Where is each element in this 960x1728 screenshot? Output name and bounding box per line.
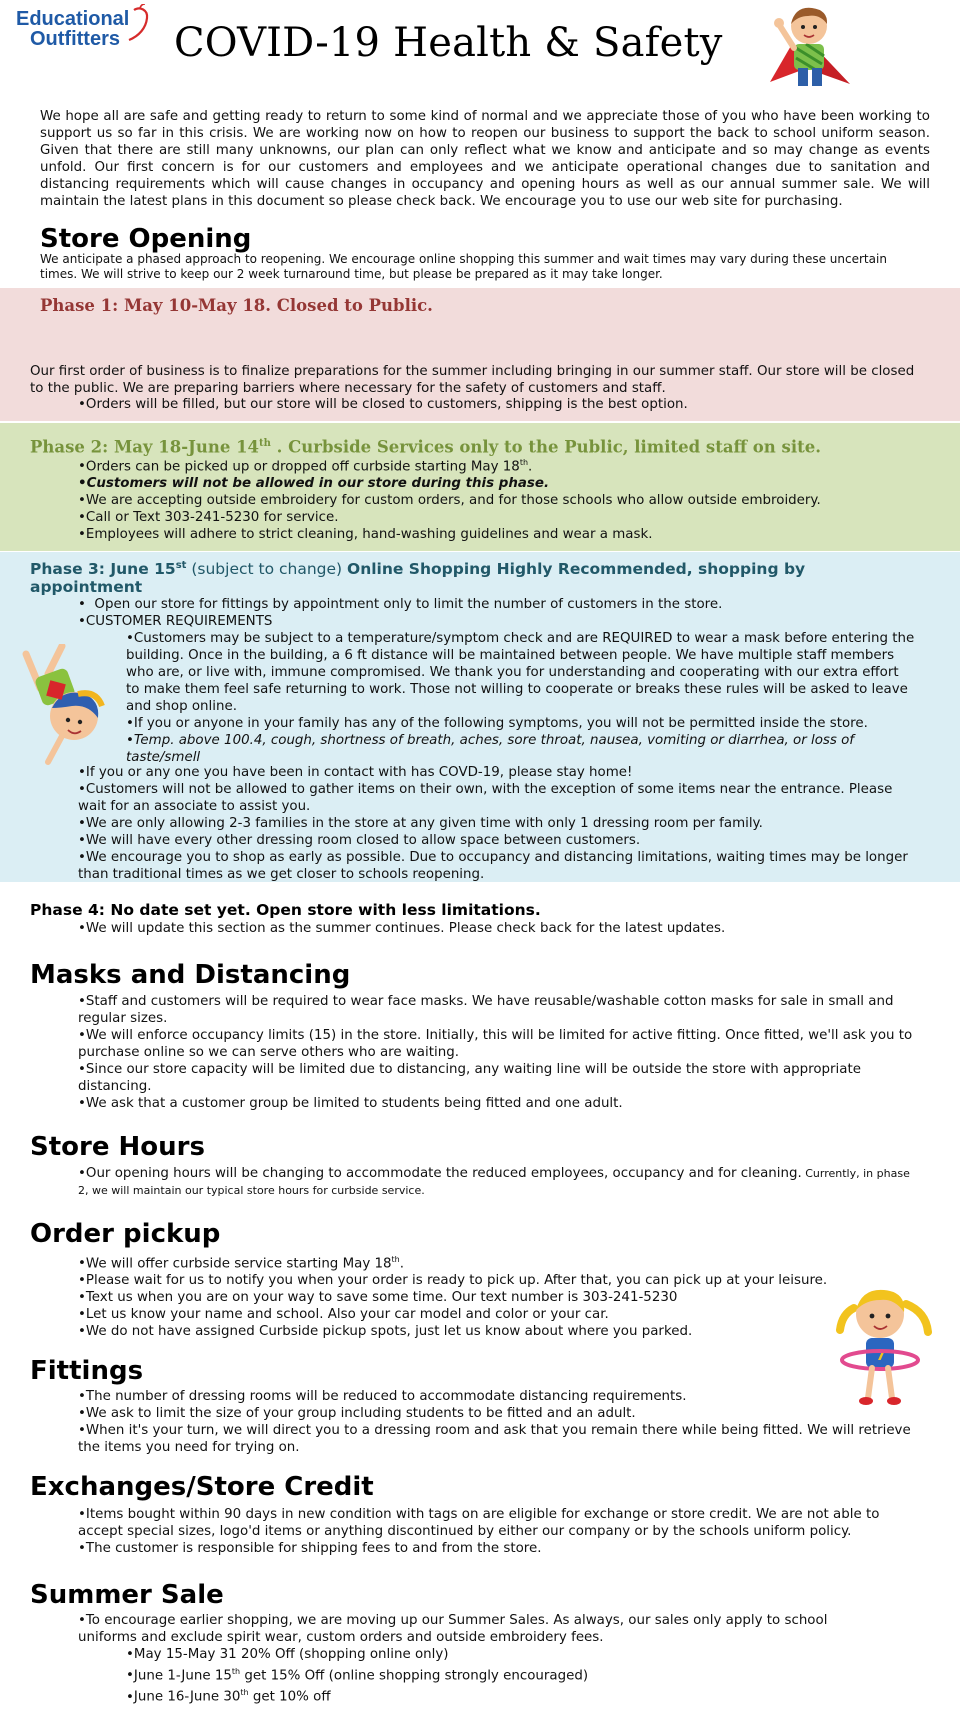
exchanges-bullets [78,1506,916,1557]
phase3-bullet-7: • We encourage you to shop as early as possible. Due to occupancy and distancing limitations, waiting times may be longer than traditional times as we get closer to schools reopening. [78,849,913,883]
pickup-bullet-2: • Please wait for us to notify you when your order is ready to pick up. After that, you can pick up at your leisure. [78,1272,878,1289]
phase3-bullet-6: • We will have every other dressing room closed to allow space between customers. [78,832,913,849]
exchanges-heading: Exchanges/Store Credit [30,1472,374,1502]
fittings-bullet-3: • When it's your turn, we will direct you to a dressing room and ask that you remain there while being fitted. We will retrieve the items you need for trying on. [78,1422,916,1456]
svg-text:7: 7 [876,1348,886,1364]
hours-bullets [78,1165,916,1199]
phase2-bullets [78,454,928,543]
phase3-bullet-4: • Customers will not be allowed to gather items on their own, with the exception of some items near the entrance. Please wait for an associate to assist you. [78,781,913,815]
phase1-text: Our first order of business is to finalize preparations for the summer including bringing in our summer staff. Our store will be closed to the public. We are preparing barriers where necessary for the safety of customers and staff. [30,364,915,396]
phase3-bullet-5: • We are only allowing 2-3 families in the store at any given time with only 1 dressing room per family. [78,815,913,832]
phase3-bullets-top [78,596,928,630]
phase2-bullet-3: • We are accepting outside embroidery for custom orders, and for those schools who allow outside embroidery. [78,492,928,509]
sale-bullets [78,1612,888,1646]
pickup-bullet-1: • We will offer curbside service starting May 18th. [78,1251,878,1272]
phase3-sub-bullet-3: • Temp. above 100.4, cough, shortness of breath, aches, sore throat, nausea, vomiting or diarrhea, or loss of taste/smell [126,732,916,766]
phase2-bullet-1: • Orders can be picked up or dropped off curbside starting May 18th. [78,454,928,475]
phase2-bullet-5: • Employees will adhere to strict cleaning, hand-washing guidelines and wear a mask. [78,526,928,543]
sale-sub-bullets [126,1646,886,1706]
fittings-heading: Fittings [30,1356,144,1386]
hours-bullet-1: • Our opening hours will be changing to accommodate the reduced employees, occupancy and for cleaning. Currently, in phase 2, we will maintain our typical store hours for curbside service. [78,1165,916,1199]
masks-bullet-4: • We ask that a customer group be limited to students being fitted and one adult. [78,1095,916,1112]
pickup-heading: Order pickup [30,1219,221,1249]
phase3-bullets-bottom [78,764,913,883]
phase4-bullet-1: • We will update this section as the summer continues. Please check back for the latest updates. [78,920,918,937]
phase2-title: Phase 2: May 18-June 14th . Curbside Services only to the Public, limited staff on site. [30,437,821,457]
phase3-sub-bullets [126,630,916,766]
logo-line1: Educational [16,8,130,30]
sale-bullet-1: • To encourage earlier shopping, we are moving up our Summer Sales. As always, our sales only apply to school uniforms and exclude spirit wear, custom orders and outside embroidery fees. [78,1612,888,1646]
phase2-bullet-4: • Call or Text 303-241-5230 for service. [78,509,928,526]
phase2-bullet-2: • Customers will not be allowed in our store during this phase. [78,475,928,492]
logo-line2: Outfitters [30,28,120,50]
cartwheel-kid-illustration [18,644,114,768]
educational-outfitters-logo[interactable] [16,4,151,50]
phase3-sub-bullet-1: • Customers may be subject to a temperature/symptom check and are REQUIRED to wear a mask before entering the building. Once in the building, a 6 ft distance will be maintained between people. We have multiple staff members who are, or live with, immune compromised. We thank you for understanding and cooperating with our extra effort to make them feel safe returning to work. Those not willing to cooperate or breaks these rules will be asked to leave and shop online. [126,630,916,715]
superhero-kid-illustration [762,4,862,96]
fittings-bullets [78,1388,916,1456]
phase3-bullet-3: • If you or any one you have been in contact with has COVD-19, please stay home! [78,764,913,781]
phase3-bullet-2: • CUSTOMER REQUIREMENTS [78,613,928,630]
pickup-bullet-4: • Let us know your name and school. Also your car model and color or your car. [78,1306,878,1323]
sale-sub-bullet-2: • June 1-June 15th get 15% Off (online shopping strongly encouraged) [126,1663,886,1684]
store-opening-text: We anticipate a phased approach to reopening. We encourage online shopping this summer and wait times may vary during these uncertain times. We will strive to keep our 2 week turnaround time, but please be prepared as it may take longer. [40,252,887,281]
phase1-bullets [78,396,918,413]
sale-heading: Summer Sale [30,1580,224,1610]
fittings-bullet-2: • We ask to limit the size of your group including students to be fitted and an adult. [78,1405,916,1422]
sale-sub-bullet-3: • June 16-June 30th get 10% off [126,1684,886,1705]
masks-bullets [78,993,916,1112]
hours-heading: Store Hours [30,1132,205,1162]
masks-bullet-3: • Since our store capacity will be limited due to distancing, any waiting line will be outside the store with appropriate distancing. [78,1061,916,1095]
intro-paragraph: We hope all are safe and getting ready to return to some kind of normal and we appreciate those of you who have been working to support us so far in this crisis. We are working now on how to reopen our business to support the back to school uniform season. Given that there are still many unknowns, our plan can only reflect what we know and anticipate and so may change as events unfold. Our first concern is for our customers and employees and we anticipate operational changes due to sanitation and distancing requirements which will cause changes in occupancy and opening hours as well as our annual summer sale. We will maintain the latest plans in this document so please check back. We encourage you to use our web site for purchasing. [40,109,930,209]
phase3-title: Phase 3: June 15st (subject to change) Online Shopping Highly Recommended, shopping by appointment [30,560,806,597]
pickup-bullet-3: • Text us when you are on your way to save some time. Our text number is 303-241-5230 [78,1289,878,1306]
phase3-sub-bullet-2: • If you or anyone in your family has any of the following symptoms, you will not be permitted inside the store. [126,715,916,732]
pickup-bullet-5: • We do not have assigned Curbside pickup spots, just let us know about where you parked. [78,1323,878,1340]
sale-sub-bullet-1: • May 15-May 31 20% Off (shopping online only) [126,1646,886,1663]
phase4-title: Phase 4: No date set yet. Open store with less limitations. [30,901,541,919]
phase3-bullet-1: • Open our store for fittings by appointment only to limit the number of customers in the store. [78,597,723,612]
phase1-title: Phase 1: May 10-May 18. Closed to Public. [40,296,433,315]
exchanges-bullet-1: • Items bought within 90 days in new condition with tags on are eligible for exchange or store credit. We are not able to accept special sizes, logo'd items or anything discontinued by either our company or by the schools uniform policy. [78,1506,916,1540]
phase4-bullets [78,920,918,937]
masks-heading: Masks and Distancing [30,960,351,990]
store-opening-heading: Store Opening [40,224,252,254]
exchanges-bullet-2: • The customer is responsible for shipping fees to and from the store. [78,1540,916,1557]
phase1-bullet-1: • Orders will be filled, but our store will be closed to customers, shipping is the best option. [78,396,918,413]
fittings-bullet-1: • The number of dressing rooms will be reduced to accommodate distancing requirements. [78,1388,916,1405]
masks-bullet-2: • We will enforce occupancy limits (15) in the store. Initially, this will be limited for active fitting. Once fitted, we'll ask you to purchase online so we can serve others who are waiting. [78,1027,916,1061]
pickup-bullets [78,1251,878,1340]
page-title: COVID-19 Health & Safety [174,20,723,66]
masks-bullet-1: • Staff and customers will be required to wear face masks. We have reusable/washable cotton masks for sale in small and regular sizes. [78,993,916,1027]
